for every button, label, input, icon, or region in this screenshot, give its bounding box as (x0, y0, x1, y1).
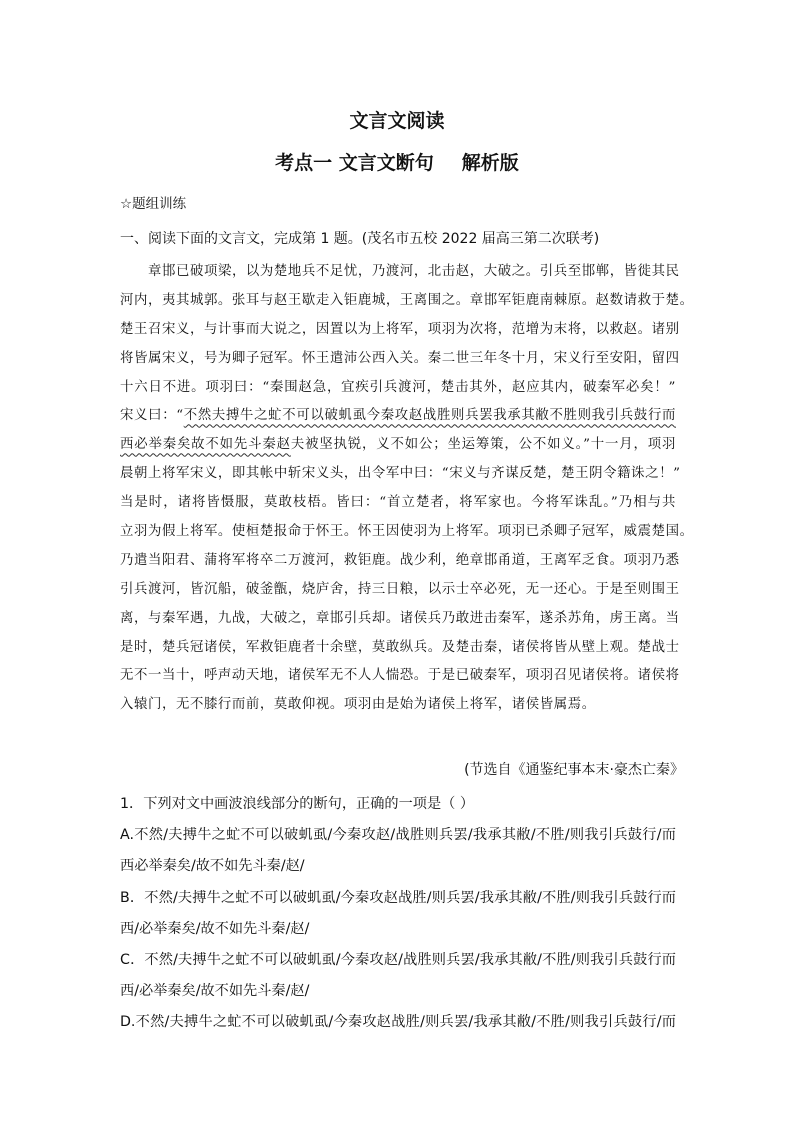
passage-line (120, 402, 676, 431)
page-title: 文言文阅读 (349, 110, 445, 132)
passage-line (120, 431, 676, 460)
passage-fragment: 宋义曰：“ (120, 408, 184, 424)
passage-line: 是时，楚兵冠诸侯，军救钜鹿者十余壁，莫敢纵兵。及楚击秦，诸侯将皆从壁上观。楚战士 (120, 639, 680, 655)
passage-line: 离，与秦军遇，九战，大破之，章邯引兵却。诸侯兵乃敢进击秦军，遂杀苏角，虏王离。当 (120, 610, 680, 626)
subtitle-edition: 解析版 (461, 152, 519, 174)
reading-instruction: 一、阅读下面的文言文，完成第 1 题。(茂名市五校 2022 届高三第二次联考) (120, 231, 600, 247)
passage-line: 将皆属宋义，号为卿子冠军。怀王遣沛公西入关。秦二世三年冬十月，宋义行至安阳，留四 (120, 350, 680, 366)
passage-line: 入辕门，无不膝行而前，莫敢仰视。项羽由是始为诸侯上将军，诸侯皆属焉。 (120, 697, 596, 713)
passage-line: 晨朝上将军宋义，即其帐中斩宋义头，出令军中曰：“宋义与齐谋反楚，楚王阴令籍诛之！” (120, 466, 681, 482)
passage-line: 十六日不进。项羽曰：“秦围赵急，宜疾引兵渡河，楚击其外，赵应其内，破秦军必矣！” (120, 379, 676, 395)
option-a-line: A.不然/夫搏牛之虻不可以破虮虱/今秦攻赵/战胜则兵罢/我承其敝/不胜/则我引兵鼓行/而 (120, 827, 676, 844)
passage-line: 无不一当十，呼声动天地，诸侯军无不人人惴恐。于是已破秦军，项羽召见诸侯将。诸侯将 (120, 668, 680, 684)
passage-line: 当是时，诸将皆慑服，莫敢枝梧。皆曰：“首立楚者，将军家也。今将军诛乱。”乃相与共 (120, 495, 676, 511)
wavy-underlined-text: 西必举秦矣故不如先斗秦赵 (120, 437, 291, 453)
passage-source: (节选自《通鉴纪事本末·豪杰亡秦》 (464, 762, 684, 778)
passage-line: 乃遣当阳君、蒲将军将卒二万渡河，救钜鹿。战少利，绝章邯甬道，王离军乏食。项羽乃悉 (120, 552, 680, 568)
classical-passage (120, 258, 694, 720)
option-c-line: 西/必举秦矣/故不如先斗秦/赵/ (120, 983, 310, 1000)
subtitle-topic: 考点一 文言文断句 (275, 152, 434, 174)
option-d-line: D.不然/夫搏牛之虻不可以破虮虱/今秦攻赵战胜/则兵罢/我承其敝/不胜/则我引兵鼓行/而 (120, 1014, 676, 1031)
section-label: ☆题组训练 (120, 196, 187, 212)
option-b-line: B．不然/夫搏牛之虻不可以破虮虱/今秦攻赵战胜/则兵罢/我承其敝/不胜/则我引兵鼓行而 (120, 889, 676, 906)
wavy-underlined-text: 不然夫搏牛之虻不可以破虮虱今秦攻赵战胜则兵罢我承其敝不胜则我引兵鼓行而 (183, 408, 676, 424)
question-block (120, 789, 676, 1039)
passage-fragment: 夫被坚执锐，义不如公；坐运筹策，公不如义。”十一月，项羽 (290, 437, 676, 453)
passage-line: 立羽为假上将军。使桓楚报命于怀王。怀王因使羽为上将军。项羽已杀卿子冠军，威震楚国。 (120, 524, 694, 540)
option-a-line: 西必举秦矣/故不如先斗秦/赵/ (120, 858, 305, 875)
page-subtitle (0, 148, 794, 175)
option-b-line: 西/必举秦矣/故不如先斗秦/赵/ (120, 920, 310, 937)
passage-line: 河内，夷其城郭。张耳与赵王歇走入钜鹿城，王离围之。章邯军钜鹿南棘原。赵数请救于楚。 (120, 292, 694, 308)
passage-line: 楚王召宋义，与计事而大说之，因置以为上将军，项羽为次将，范增为末将，以救赵。诸别 (120, 321, 680, 337)
option-c-line: C．不然/夫搏牛之虻不可以破虮虱/今秦攻赵/战胜则兵罢/我承其敝/不胜/则我引兵鼓行而 (120, 951, 676, 968)
passage-line: 引兵渡河，皆沉船，破釜甑，烧庐舍，持三日粮，以示士卒必死，无一还心。于是至则围王 (120, 581, 680, 597)
passage-line: 章邯已破项梁，以为楚地兵不足忧，乃渡河，北击赵，大破之。引兵至邯郸，皆徙其民 (148, 264, 680, 279)
question-stem: 1．下列对文中画波浪线部分的断句，正确的一项是（ ） (120, 796, 475, 812)
